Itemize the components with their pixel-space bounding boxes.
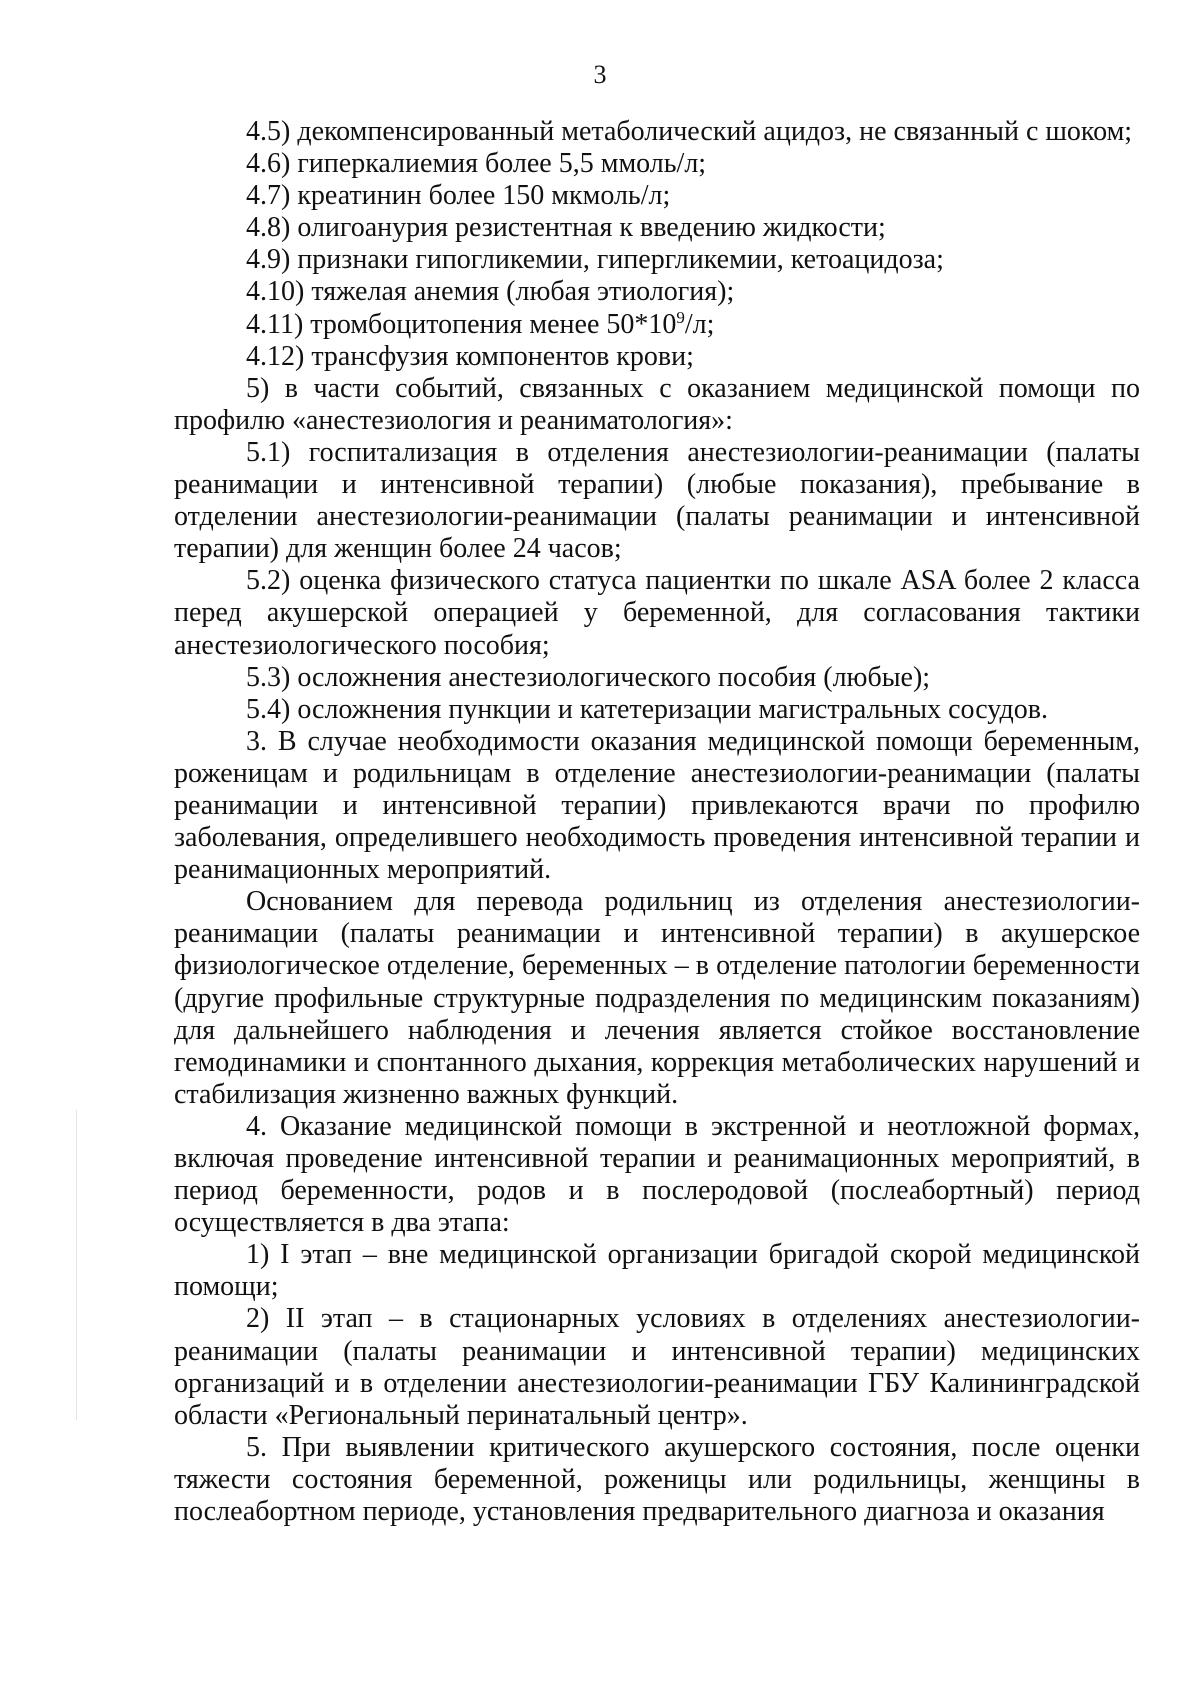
document-body: [174, 116, 1140, 1528]
paragraph-4-11-exponent: 9: [676, 307, 685, 327]
paragraph-5: 5) в части событий, связанных с оказанием медицинской помощи по профилю «анестезиология и реаниматология»:: [174, 372, 1140, 436]
stage-1-paragraph: 1) I этап – вне медицинской организации бригадой скорой медицинской помощи;: [174, 1239, 1140, 1303]
paragraph-4-10: 4.10) тяжелая анемия (любая этиология);: [246, 276, 735, 308]
section-4: 4. Оказание медицинской помощи в экстренной и неотложной формах, включая проведение интенсивной терапии и реанимационных мероприятий, в период беременности, родов и в послеродовой (послеабортный) период осуществляется в два этапа:: [174, 1110, 1140, 1239]
section-5: 5. При выявлении критического акушерского состояния, после оценки тяжести состояния беременной, роженицы или родильницы, женщины в послеабортном периоде, установления предварительного диагноза и оказания: [174, 1431, 1140, 1528]
paragraph-4-12: 4.12) трансфузия компонентов крови;: [246, 340, 694, 372]
paragraph-4-11-unit: /л;: [684, 308, 715, 340]
scan-margin-line: [76, 1110, 77, 1420]
page-number: 3: [593, 60, 607, 89]
paragraph-5-3: 5.3) осложнения анестезиологического пособия (любые);: [246, 661, 931, 693]
paragraph-4-7: 4.7) креатинин более 150 мкмоль/л;: [246, 180, 671, 212]
paragraph-5-4: 5.4) осложнения пункции и катетеризации магистральных сосудов.: [246, 693, 1049, 725]
paragraph-4-11: [174, 309, 1140, 341]
paragraph-4-9: 4.9) признаки гипогликемии, гипергликемии, кетоацидоза;: [246, 244, 944, 276]
paragraph-5-2: 5.2) оценка физического статуса пациентки по шкале ASA более 2 класса перед акушерской операцией у беременной, для согласования тактики анестезиологического пособия;: [174, 565, 1140, 661]
paragraph-4-6: 4.6) гиперкалиемия более 5,5 ммоль/л;: [246, 148, 707, 180]
paragraph-4-8: 4.8) олигоанурия резистентная к введению жидкости;: [246, 212, 886, 244]
transfer-basis-paragraph: Основанием для перевода родильниц из отделения анестезиологии-реанимации (палаты реанимации и интенсивной терапии) в акушерское физиологическое отделение, беременных – в отделение патологии беременности (другие профильные структурные подразделения по медицинским показаниям) для дальнейшего наблюдения и лечения является стойкое восстановление гемодинамики и спонтанного дыхания, коррекция метаболических нарушений и стабилизация жизненно важных функций.: [174, 886, 1140, 1110]
paragraph-4-11-text: 4.11) тромбоцитопения менее 50*10: [246, 308, 677, 340]
section-3: 3. В случае необходимости оказания медицинской помощи беременным, роженицам и родильницам в отделение анестезиологии-реанимации (палаты реанимации и интенсивной терапии) привлекаются врачи по профилю заболевания, определившего необходимость проведения интенсивной терапии и реанимационных мероприятий.: [174, 725, 1140, 886]
stage-2-paragraph: 2) II этап – в стационарных условиях в отделениях анестезиологии-реанимации (палаты реанимации и интенсивной терапии) медицинских организаций и в отделении анестезиологии-реанимации ГБУ Калининградской области «Региональный перинатальный центр».: [174, 1303, 1140, 1431]
paragraph-5-1: 5.1) госпитализация в отделения анестезиологии-реанимации (палаты реанимации и интенсивной терапии) (любые показания), пребывание в отделении анестезиологии-реанимации (палаты реанимации и интенсивной терапии) для женщин более 24 часов;: [174, 436, 1140, 565]
paragraph-4-5: 4.5) декомпенсированный метаболический ацидоз, не связанный с шоком;: [246, 116, 1133, 147]
